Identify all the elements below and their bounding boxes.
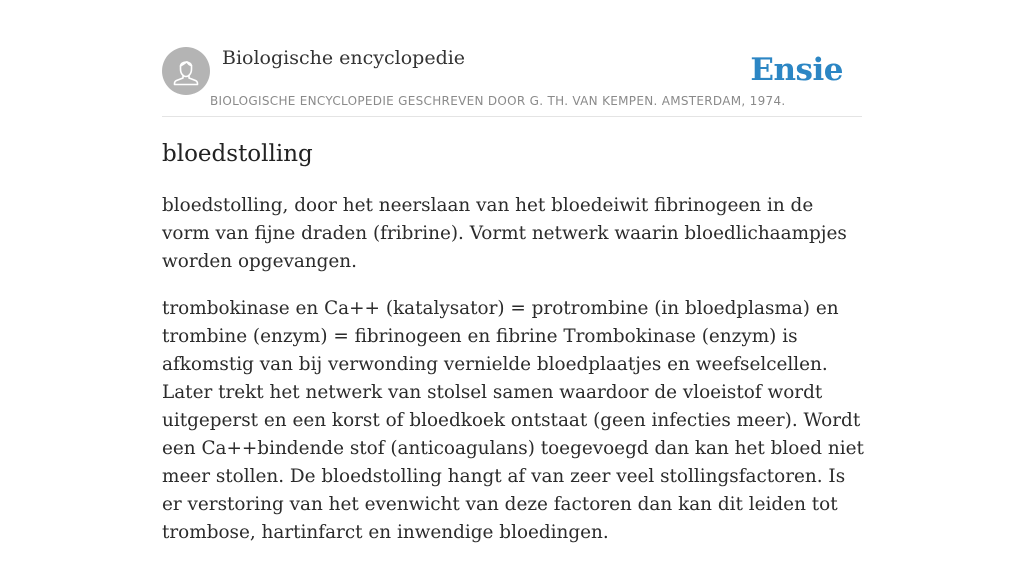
ensie-logo[interactable]: Ensie: [750, 52, 843, 88]
entry-title: bloedstolling: [162, 141, 313, 167]
source-title-link[interactable]: Biologische encyclopedie: [222, 47, 466, 69]
source-header: [162, 46, 862, 117]
user-silhouette-icon: [162, 47, 210, 95]
entry-body: [162, 192, 866, 566]
source-description: BIOLOGISCHE ENCYCLOPEDIE GESCHREVEN DOOR G. TH. VAN KEMPEN. AMSTERDAM, 1974.: [210, 94, 786, 108]
entry-paragraph: bloedstolling, door het neerslaan van het bloedeiwit fibrinogeen in de vorm van fijne draden (fribrine). Vormt netwerk waarin bloedlichaampjes worden opgevangen.: [162, 195, 847, 272]
entry-paragraph: trombokinase en Ca++ (katalysator) = protrombine (in bloedplasma) en trombine (enzym) = fibrinogeen en fibrine Trombokinase (enzym) is afkomstig van bij verwonding vernielde bloedplaatjes en weefselcellen. Later trekt het netwerk van stolsel samen waardoor de vloeistof wordt uitgeperst en een korst of bloedkoek ontstaat (geen infecties meer). Wordt een Ca++bindende stof (anticoagulans) toegevoegd dan kan het bloed niet meer stollen. De bloedstolling hangt af van zeer veel stollingsfactoren. Is er verstoring van het evenwicht van deze factoren dan kan dit leiden tot trombose, hartinfarct en inwendige bloedingen.: [162, 298, 864, 543]
avatar[interactable]: [162, 47, 210, 95]
